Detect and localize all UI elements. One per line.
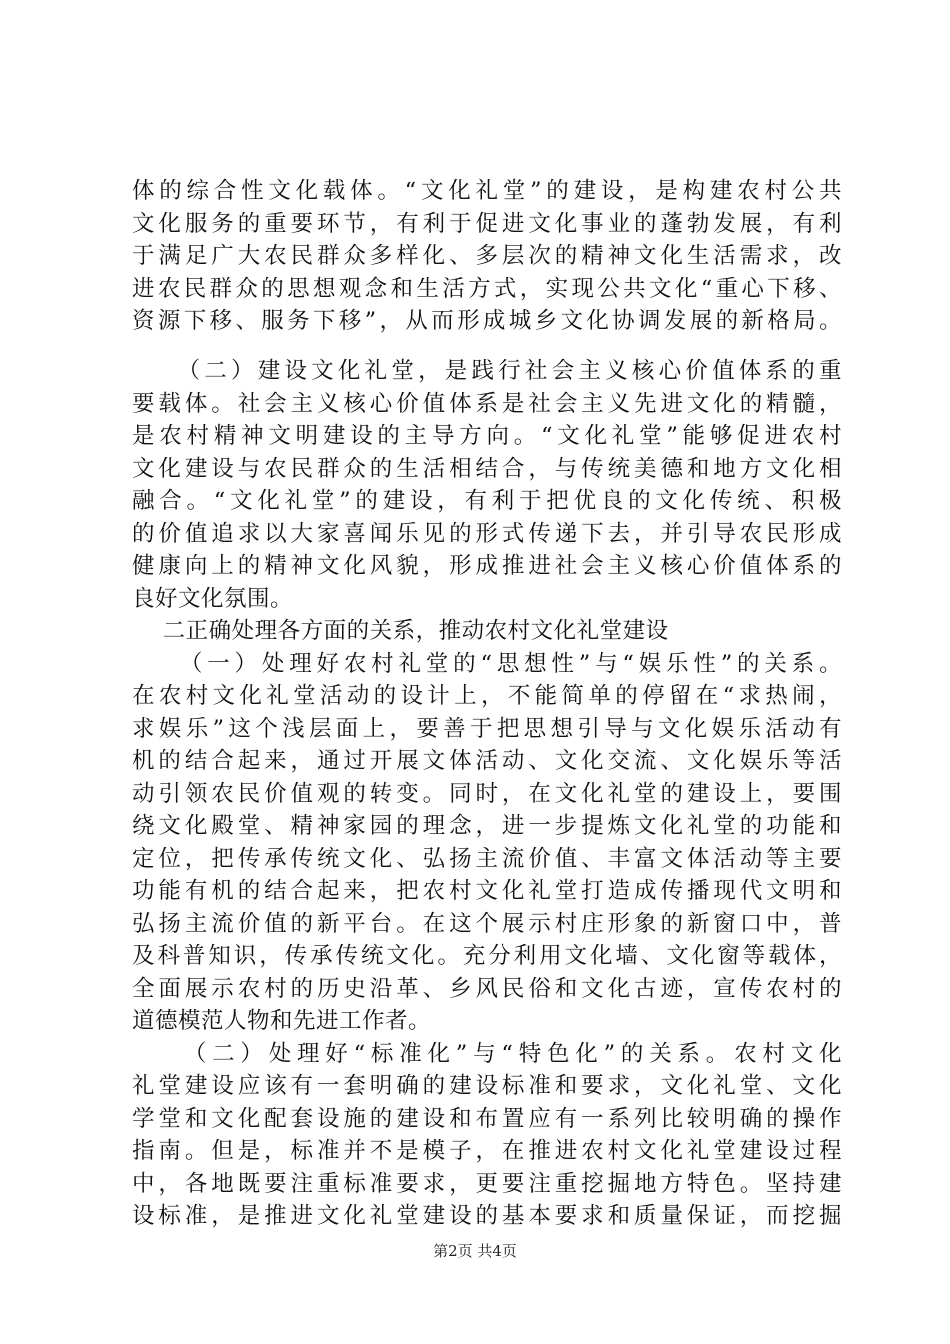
- text-line: 体的综合性文化载体。“文化礼堂”的建设，是构建农村公共: [132, 178, 842, 204]
- paragraph-block-2: [132, 355, 842, 1233]
- text-line: 及科普知识，传承传统文化。充分利用文化墙、文化窗等载体，: [132, 943, 842, 969]
- text-line: 定位，把传承传统文化、弘扬主流价值、丰富文体活动等主要: [132, 845, 842, 872]
- paragraph-block-1: [132, 175, 842, 338]
- text-line: 全面展示农村的历史沿革、乡风民俗和文化古迹，宣传农村的: [132, 975, 842, 1002]
- text-line: 道德模范人物和先进工作者。: [132, 1008, 432, 1034]
- text-line: 指南。但是，标准并不是模子，在推进农村文化礼堂建设过程: [132, 1138, 842, 1164]
- text-line: （二）处理好“标准化”与“特色化”的关系。农村文化: [132, 1040, 842, 1067]
- text-line: 进农民群众的思想观念和生活方式，实现公共文化“重心下移、: [132, 275, 842, 302]
- text-line: 要载体。社会主义核心价值体系是社会主义先进文化的精髓，: [132, 390, 842, 417]
- text-line: 融合。“文化礼堂”的建设，有利于把优良的文化传统、积极: [132, 488, 842, 514]
- section-heading: 二正确处理各方面的关系，推动农村文化礼堂建设: [132, 618, 669, 644]
- text-line: 中，各地既要注重标准要求，更要注重挖掘地方特色。坚持建: [132, 1170, 842, 1197]
- text-line: 机的结合起来，通过开展文体活动、文化交流、文化娱乐等活: [132, 748, 842, 774]
- text-line: 绕文化殿堂、精神家园的理念，进一步提炼文化礼堂的功能和: [132, 813, 842, 839]
- text-line: 弘扬主流价值的新平台。在这个展示村庄形象的新窗口中，普: [132, 910, 842, 937]
- text-line: 功能有机的结合起来，把农村文化礼堂打造成传播现代文明和: [132, 878, 842, 904]
- text-line: 是农村精神文明建设的主导方向。“文化礼堂”能够促进农村: [132, 423, 842, 449]
- text-line: 礼堂建设应该有一套明确的建设标准和要求，文化礼堂、文化: [132, 1073, 842, 1099]
- text-line: 设标准，是推进文化礼堂建设的基本要求和质量保证，而挖掘: [132, 1203, 842, 1229]
- text-line: 健康向上的精神文化风貌，形成推进社会主义核心价值体系的: [132, 553, 842, 579]
- text-line: 文化服务的重要环节，有利于促进文化事业的蓬勃发展，有利: [132, 210, 842, 237]
- text-line: 的价值追求以大家喜闻乐见的形式传递下去，并引导农民形成: [132, 520, 842, 547]
- text-line: 学堂和文化配套设施的建设和布置应有一系列比较明确的操作: [132, 1105, 842, 1132]
- text-line: （一）处理好农村礼堂的“思想性”与“娱乐性”的关系。: [132, 650, 842, 677]
- text-line: 动引领农民价值观的转变。同时，在文化礼堂的建设上，要围: [132, 780, 842, 807]
- text-line: 求娱乐”这个浅层面上，要善于把思想引导与文化娱乐活动有: [132, 715, 842, 742]
- text-line: 于满足广大农民群众多样化、多层次的精神文化生活需求，改: [132, 243, 842, 269]
- text-line: 良好文化氛围。: [132, 585, 294, 612]
- text-line: （二）建设文化礼堂，是践行社会主义核心价值体系的重: [132, 358, 842, 384]
- text-line: 文化建设与农民群众的生活相结合，与传统美德和地方文化相: [132, 455, 842, 482]
- page-number-footer: 第2页 共4页: [433, 1242, 517, 1260]
- text-line: 资源下移、服务下移”，从而形成城乡文化协调发展的新格局。: [132, 308, 842, 334]
- text-line: 在农村文化礼堂活动的设计上，不能简单的停留在“求热闹，: [132, 683, 842, 709]
